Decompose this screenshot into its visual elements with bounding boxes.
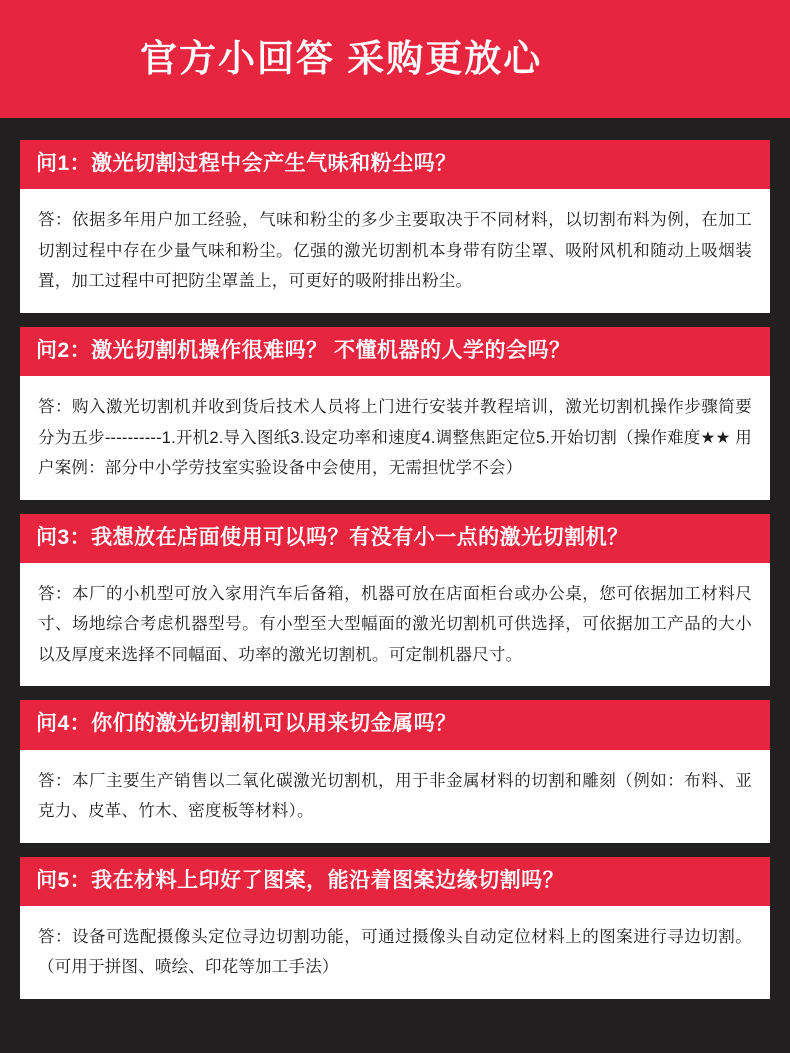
faq-answer-box (20, 906, 770, 999)
faq-item (20, 327, 770, 500)
faq-list (0, 118, 790, 999)
faq-question-text: 问3：我想放在店面使用可以吗？有没有小一点的激光切割机？ (36, 525, 629, 549)
faq-answer-box (20, 376, 770, 500)
faq-answer-text: 答：本厂的小机型可放入家用汽车后备箱，机器可放在店面柜台或办公桌，您可依据加工材料尺寸、场地综合考虑机器型号。有小型至大型幅面的激光切割机可供选择，可依据加工产品的大小以及厚度来选择不同幅面、功率的激光切割机。可定制机器尺寸。 (38, 584, 752, 664)
faq-question-bar (20, 140, 770, 189)
faq-item (20, 857, 770, 999)
page-banner (0, 0, 790, 118)
page-title: 官方小回答 采购更放心 (140, 37, 543, 79)
faq-question-text: 问4：你们的激光切割机可以用来切金属吗？ (36, 712, 457, 736)
faq-answer-box (20, 750, 770, 843)
faq-item (20, 514, 770, 687)
faq-question-bar (20, 327, 770, 376)
faq-question-text: 问5：我在材料上印好了图案，能沿着图案边缘切割吗？ (36, 868, 565, 892)
faq-answer-text: 答：本厂主要生产销售以二氧化碳激光切割机，用于非金属材料的切割和雕刻（例如：布料、亚克力、皮革、竹木、密度板等材料）。 (38, 771, 752, 821)
faq-answer-text: 答：设备可选配摄像头定位寻边切割功能，可通过摄像头自动定位材料上的图案进行寻边切割。（可用于拼图、喷绘、印花等加工手法） (38, 927, 752, 977)
faq-answer-box (20, 563, 770, 687)
faq-answer-text: 答：依据多年用户加工经验，气味和粉尘的多少主要取决于不同材料，以切割布料为例，在加工切割过程中存在少量气味和粉尘。亿强的激光切割机本身带有防尘罩、吸附风机和随动上吸烟装置，加工过程中可把防尘罩盖上，可更好的吸附排出粉尘。 (38, 211, 752, 291)
faq-question-text: 问1：激光切割过程中会产生气味和粉尘吗？ (36, 152, 457, 175)
faq-question-bar (20, 700, 770, 749)
faq-question-text: 问2：激光切割机操作很难吗？ 不懂机器的人学的会吗？ (36, 338, 571, 362)
faq-question-bar (20, 857, 770, 906)
faq-item (20, 700, 770, 842)
faq-question-bar (20, 514, 770, 563)
faq-answer-box (20, 189, 770, 313)
faq-answer-text: 答：购入激光切割机并收到货后技术人员将上门进行安装并教程培训，激光切割机操作步骤简要分为五步----------1.开机2.导入图纸3.设定功率和速度4.调整焦距定位5.开始切割（操作难度★★ 用户案例：部分中小学劳技室实验设备中会使用，无需担忧学不会） (38, 398, 752, 478)
faq-item (20, 140, 770, 313)
